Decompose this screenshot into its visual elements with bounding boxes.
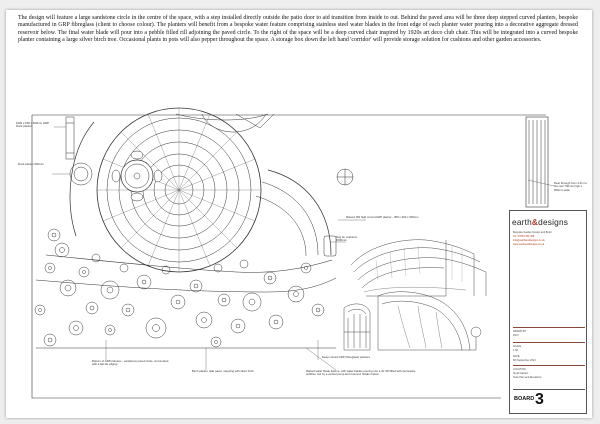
board-number: 3 bbox=[535, 391, 544, 408]
date-label: DATE bbox=[513, 355, 520, 358]
scale-label: SCALE bbox=[513, 345, 522, 348]
company-website: www.earthanddesigns.co.uk bbox=[513, 243, 545, 246]
title-block bbox=[509, 210, 587, 414]
annotation-rear: Rear through from 2.4m to the rear 700mm high x 600mm wide bbox=[554, 181, 587, 192]
scale-value: 1:50 bbox=[513, 349, 518, 352]
client-value: Suite Plan and Elevations bbox=[513, 376, 542, 379]
board-label: BOARD bbox=[514, 396, 535, 402]
annotation-paved-circle: Bottom of GRP planters - sandstone paved circle, surrounded with a flat tile edging bbox=[92, 359, 169, 367]
board-number-block bbox=[513, 389, 585, 410]
company-phone: Tel: 07843 434 468 bbox=[513, 235, 535, 238]
annotation-water-blade: Raised water blade feature, with water blades pouring into a rill. Rill filled with decorative pebbles, fed by a central pump and reservoir hidden below bbox=[306, 369, 416, 377]
garden-plan-drawing bbox=[6, 10, 592, 418]
drawn-by-label: DRAWN BY bbox=[513, 330, 527, 333]
company-email: info@earthanddesigns.co.uk bbox=[513, 239, 545, 242]
annotation-planter: Rock planter 600mm bbox=[18, 162, 44, 166]
date-value: 8th September 2013 bbox=[513, 359, 536, 362]
divider-1 bbox=[513, 327, 585, 328]
company-name: Bespoke Garden Design and Build bbox=[513, 231, 552, 234]
drawing-sheet bbox=[6, 10, 592, 418]
company-logo: earth&designs bbox=[512, 217, 569, 227]
annotation-deep-planters: Deep curved GRP (fibreglass) planters bbox=[322, 355, 370, 359]
location-label: LOCATION bbox=[513, 368, 526, 371]
location-value: Small Garden bbox=[513, 372, 529, 375]
divider-2 bbox=[513, 342, 585, 343]
drawn-by-value: DCN bbox=[513, 334, 519, 337]
divider-3 bbox=[513, 365, 585, 366]
annotation-storage: 1000 x 500 x 600mm GRP Rock planter bbox=[16, 121, 49, 129]
design-description: The design will feature a large sandstone circle in the centre of the space, with a step installed directly outside the patio door to aid transition from inside to out. Behind the paved area will be three deep stepped curved planters, bespoke manufactured in GRP fibreglass (client to choose colour). The planters will benefit from a bespoke water feature comprising stainless steel water blades in the front edge of each planter water pouring into a decorative aggregate dressed reservoir below. The final water blade will pour into a pebble filled rill adjoining the paved circle. To the right of the space will be a deep curved chair inspired by 1920s art deco club chair. This will be integrated into a curved bespoke planter containing a large silver birch tree. Occasional plants in pots will also pepper throughout the space. A storage box down the left hand 'corridor' will provide storage solution for cushions and other garden accessories. bbox=[18, 15, 578, 43]
annotation-birch-planter: Birch planter, slab paver, stepping with silver birch bbox=[192, 369, 254, 373]
annotation-rug: Rug for cushions 1500mm bbox=[336, 235, 357, 243]
annotation-raised-planter: Raised 150 high curved GRP planter - 350 x 300 x 900mm bbox=[346, 215, 419, 219]
